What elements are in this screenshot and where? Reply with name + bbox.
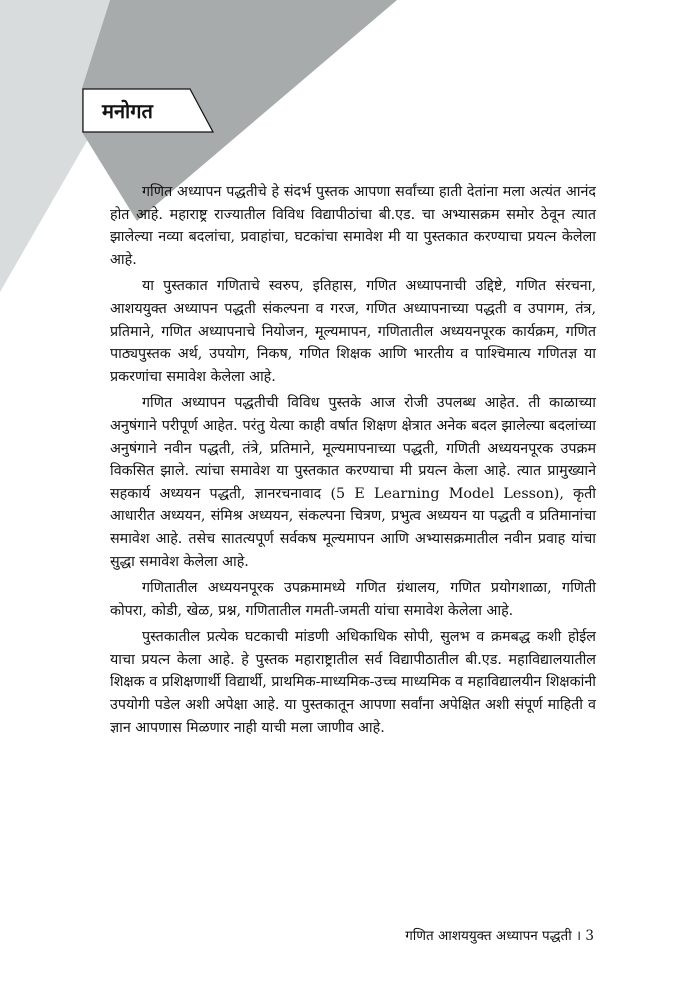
heading-box <box>82 88 212 132</box>
paragraph: गणितातील अध्ययनपूरक उपक्रमामध्ये गणित ग्रंथालय, गणित प्रयोगशाळा, गणिती कोपरा, कोडी, खेळ, प्रश्न, गणितातील गमती-जमती यांचा समावेश केलेला आहे. <box>110 580 596 619</box>
paragraph: या पुस्तकात गणिताचे स्वरुप, इतिहास, गणित अध्यापनाची उद्दिष्टे, गणित संरचना, आशययुक्त अध्यापन पद्धती संकल्पना व गरज, गणित अध्यापनाच्या पद्धती व उपागम, तंत्र, प्रतिमाने, गणित अध्यापनाचे नियोजन, मूल्यमापन, गणितातील अध्ययनपूरक कार्यक्रम, गणित पाठ्यपुस्तक अर्थ, उपयोग, निकष, गणित शिक्षक आणि भारतीय व पाश्चिमात्य गणितज्ञ या प्रकरणांचा समावेश केलेला आहे. <box>110 278 596 385</box>
paragraph: गणित अध्यापन पद्धतीची विविध पुस्तके आज रोजी उपलब्ध आहेत. ती काळाच्या अनुषंगाने परीपूर्ण आहेत. परंतु येत्या काही वर्षात शिक्षण क्षेत्रात अनेक बदल झालेल्या बदलांच्या अनुषंगाने नवीन पद्धती, तंत्रे, प्रतिमाने, मूल्यमापनाच्या पद्धती, गणिती अध्ययनपूरक उपक्रम विकसित झाले. त्यांचा समावेश या पुस्तकात करण्याचा मी प्रयत्न केला आहे. त्यात प्रामुख्याने सहकार्य अध्ययन पद्धती, ज्ञानरचनावाद (5 E Learning Model Lesson), कृती आधारीत अध्ययन, संमिश्र अध्ययन, संकल्पना चित्रण, प्रभुत्व अध्ययन या पद्धती व प्रतिमानांचा समावेश आहे. तसेच सातत्यपूर्ण सर्वकष मूल्यमापन आणि अभ्यासक्रमातील नवीन प्रवाह यांचा सुद्धा समावेश केलेला आहे. <box>110 395 596 570</box>
body-text <box>110 181 596 743</box>
page-title: मनोगत <box>102 99 153 123</box>
paragraph: गणित अध्यापन पद्धतीचे हे संदर्भ पुस्तक आपणा सर्वांच्या हाती देतांना मला अत्यंत आनंद होत आहे. महाराष्ट्र राज्यातील विविध विद्यापीठांचा बी.एड. चा अभ्यासक्रम समोर ठेवून त्यात झालेल्या नव्या बदलांचा, प्रवाहांचा, घटकांचा समावेश मी या पुस्तकात करण्याचा प्रयत्न केलेला आहे. <box>110 184 596 268</box>
paragraph: पुस्तकातील प्रत्येक घटकाची मांडणी अधिकाधिक सोपी, सुलभ व क्रमबद्ध कशी होईल याचा प्रयत्न केला आहे. हे पुस्तक महाराष्ट्रातील सर्व विद्यापीठातील बी.एड. महाविद्यालयातील शिक्षक व प्रशिक्षणार्थी विद्यार्थी, प्राथमिक-माध्यमिक-उच्च माध्यमिक व महाविद्यालयीन शिक्षकांनी उपयोगी पडेल अशी अपेक्षा आहे. या पुस्तकातून आपणा सर्वांना अपेक्षित अशी संपूर्ण माहिती व ज्ञान आपणास मिळणार नाही याची मला जाणीव आहे. <box>110 629 596 736</box>
page-footer: गणित आशययुक्त अध्यापन पद्धती । 3 <box>405 928 594 944</box>
